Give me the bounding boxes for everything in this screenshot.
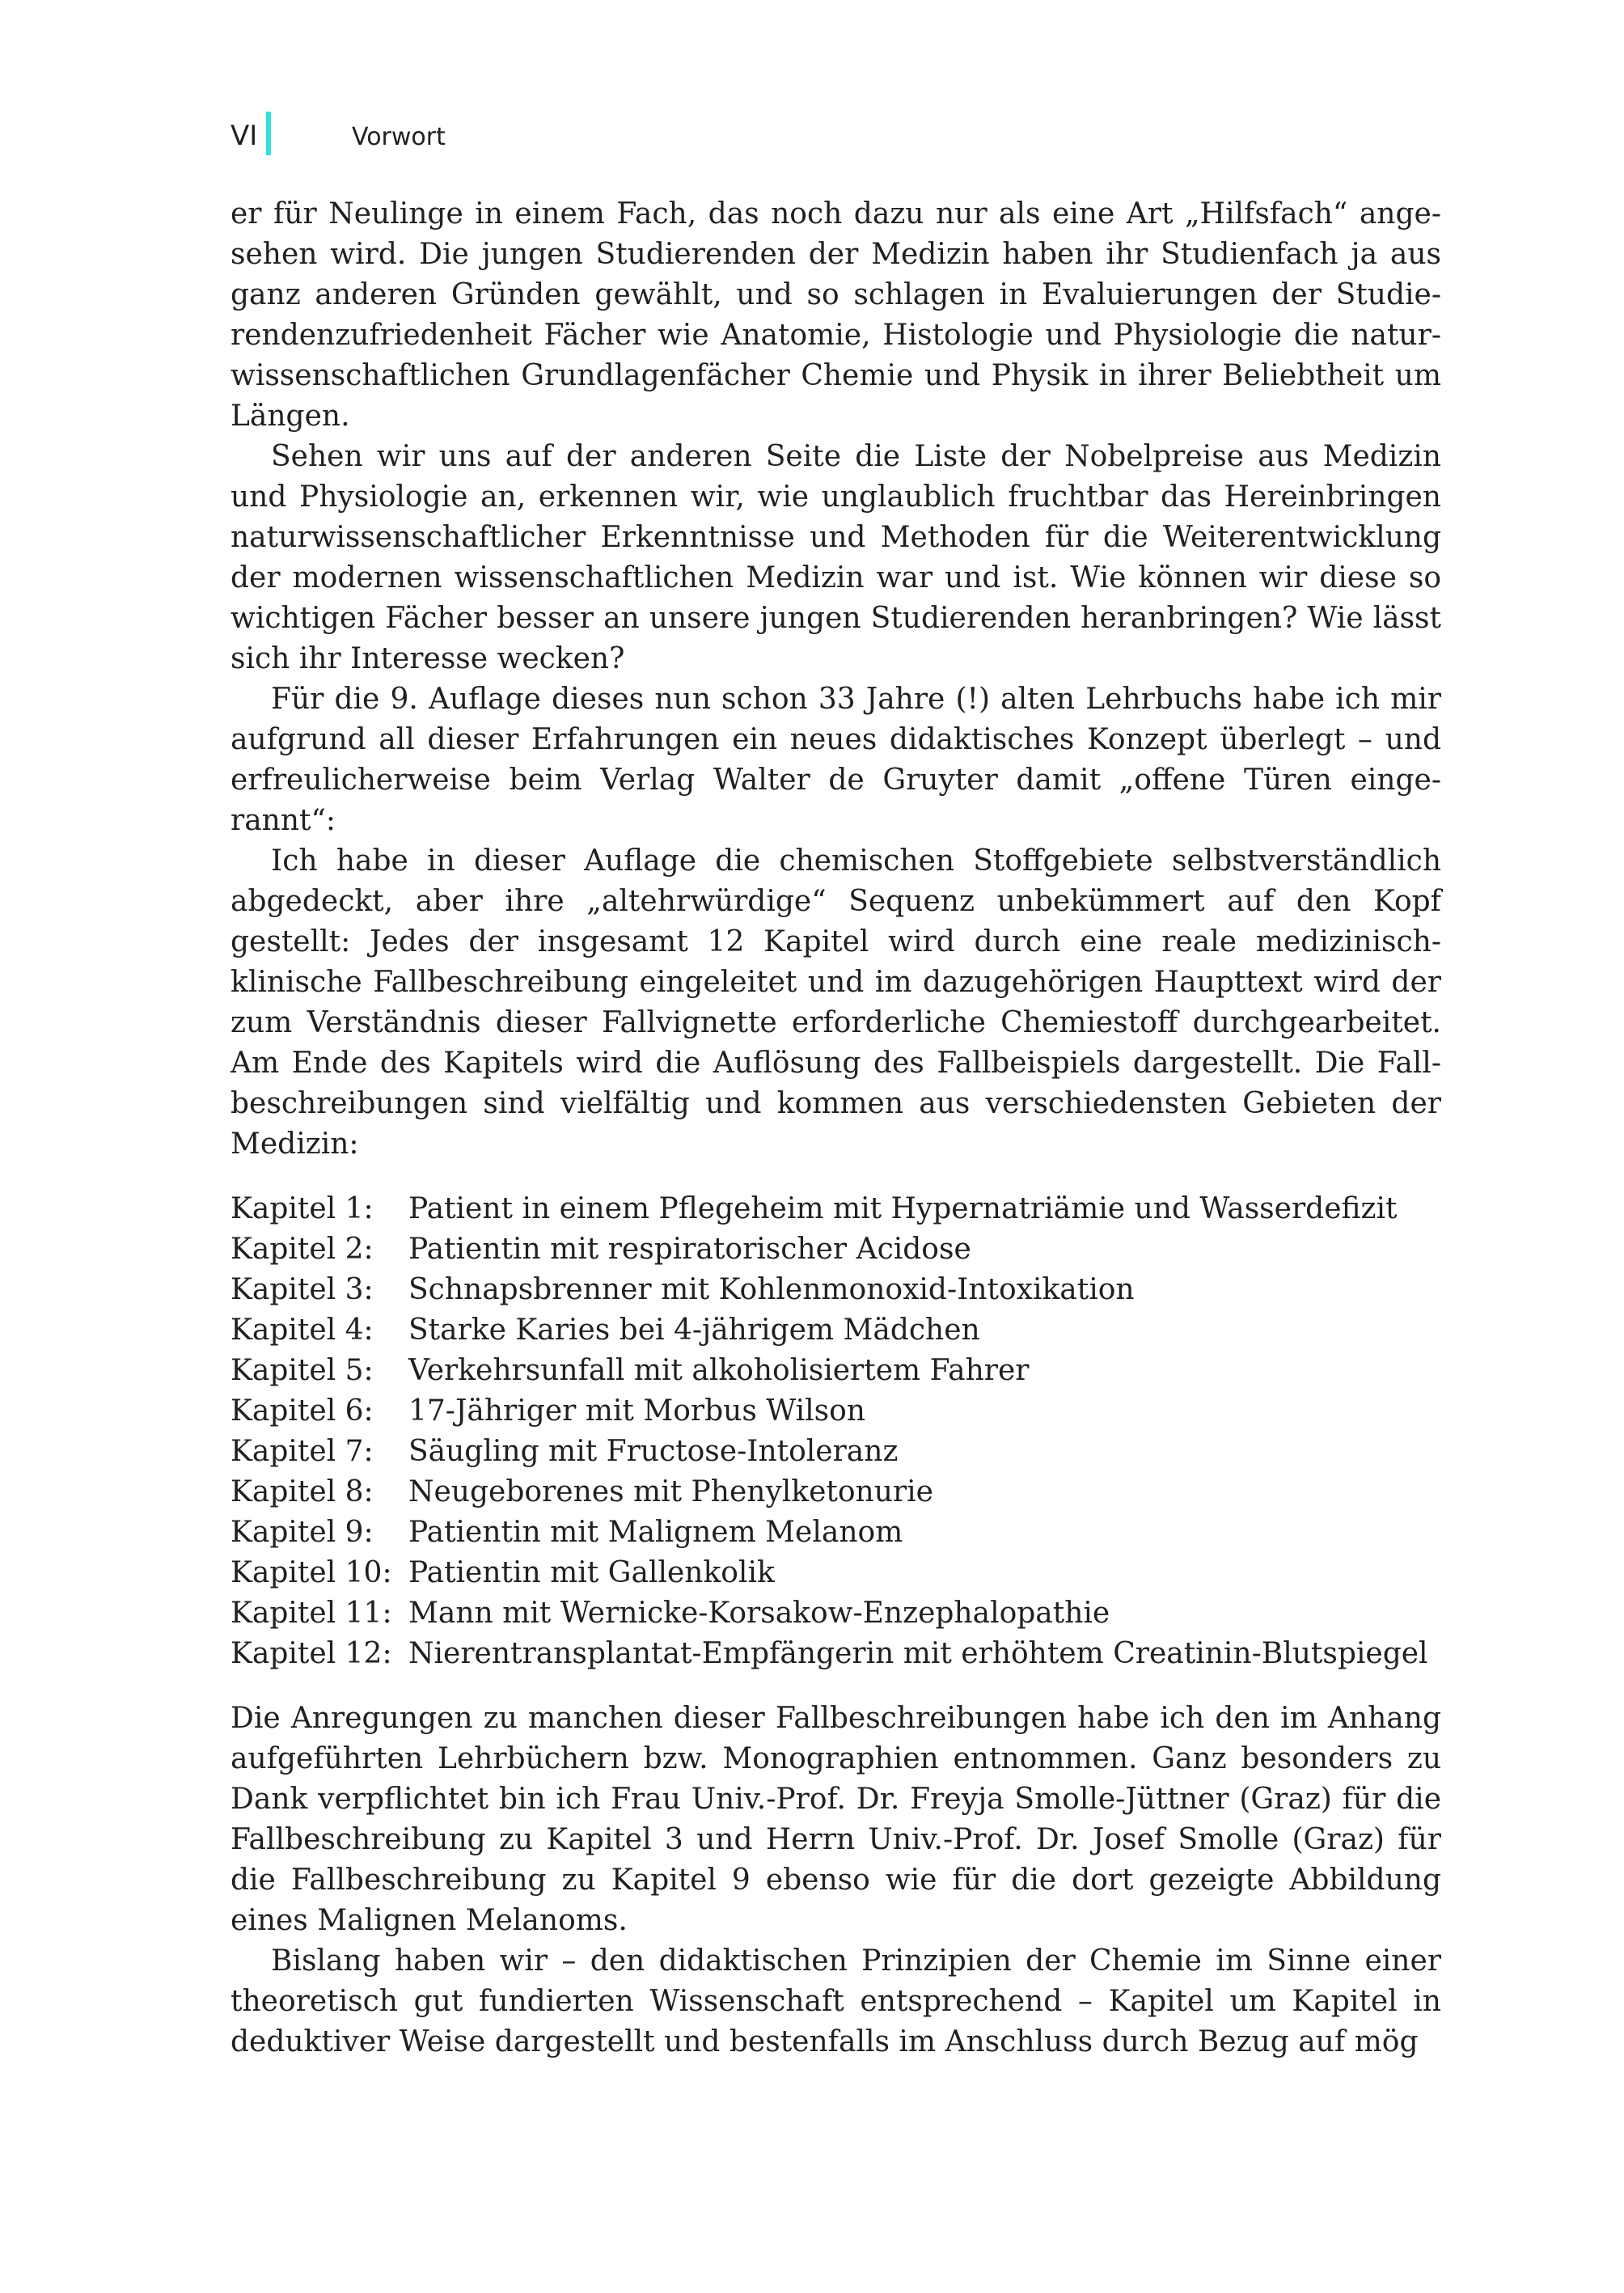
chapter-item <box>230 1189 1441 1229</box>
chapter-item <box>230 1310 1441 1351</box>
chapter-description: Neugeborenes mit Phenylketonurie <box>408 1475 933 1508</box>
chapter-item <box>230 1472 1441 1512</box>
paragraph-acknowledgements: Die Anregungen zu manchen dieser Fallbeschreibungen habe ich den im Anhang aufgeführten Lehrbüchern bzw. Monographien entnommen. Ganz besonders zu Dank verpflichtet bin ich Frau Univ.-Prof. Dr. Freyja Smolle-Jüttner (Graz) für die Fallbeschreibung zu Kapitel 3 und Herrn Univ.-Prof. Dr. Josef Smolle (Graz) für die Fallbeschreibung zu Kapitel 9 ebenso wie für die dort gezeigte Abbildung eines Malignen Melanoms. <box>230 1702 1441 1937</box>
chapter-label: Kapitel 5: <box>230 1354 374 1387</box>
chapter-item <box>230 1391 1441 1432</box>
chapter-description: Mann mit Wernicke-Korsakow-Enzephalopathie <box>408 1597 1110 1630</box>
chapter-description: Verkehrsunfall mit alkoholisiertem Fahrer <box>408 1354 1030 1387</box>
chapter-item <box>230 1634 1441 1674</box>
chapter-description: Nierentransplantat-Empfängerin mit erhöhtem Creatinin-Blutspiegel <box>408 1637 1428 1670</box>
chapter-item <box>230 1229 1441 1270</box>
chapter-description: Schnapsbrenner mit Kohlenmonoxid-Intoxikation <box>408 1273 1135 1306</box>
chapter-description: Patientin mit respiratorischer Acidose <box>408 1233 971 1266</box>
chapter-description: Patientin mit Malignem Melanom <box>408 1516 903 1549</box>
chapter-label: Kapitel 6: <box>230 1394 374 1428</box>
paragraph-ninth-edition: Für die 9. Auflage dieses nun schon 33 Jahre (!) alten Lehrbuchs habe ich mir aufgrund all dieser Erfahrungen ein neues didaktisches Konzept überlegt – und erfreulicherweise beim Verlag Walter de Gruyter damit „offene Türen eingerannt“: <box>230 683 1441 837</box>
chapter-label: Kapitel 11: <box>230 1597 392 1630</box>
page-header <box>230 112 1444 155</box>
chapter-description: Starke Karies bei 4-jährigem Mädchen <box>408 1314 980 1347</box>
chapter-label: Kapitel 4: <box>230 1314 374 1347</box>
running-head: Vorwort <box>352 123 446 151</box>
chapter-label: Kapitel 1: <box>230 1192 374 1225</box>
chapter-label: Kapitel 9: <box>230 1516 374 1549</box>
body-text <box>230 194 1441 2062</box>
chapter-label: Kapitel 10: <box>230 1556 392 1589</box>
chapter-label: Kapitel 2: <box>230 1233 374 1266</box>
chapter-label: Kapitel 7: <box>230 1435 374 1468</box>
paragraph-concept: Ich habe in dieser Auflage die chemischen Stoffgebiete selbstverständlich abgedeckt, aber ihre „altehrwürdige“ Sequenz unbekümmert auf den Kopf gestellt: Jedes der insgesamt 12 Kapitel wird durch eine reale medizinisch-klinische Fallbeschreibung eingeleitet und im dazugehörigen Haupttext wird der zum Verständnis dieser Fallvignette erforderliche Chemiestoff durchgearbeitet. Am Ende des Kapitels wird die Auflösung des Fallbeispiels dargestellt. Die Fallbeschreibungen sind vielfältig und kommen aus verschiedensten Gebieten der Medizin: <box>230 844 1441 1161</box>
paragraph-didactics: Bislang haben wir – den didaktischen Prinzipien der Chemie im Sinne einer theoretisch gut fundierten Wissenschaft entsprechend – Kapitel um Kapitel in deduktiver Weise dargestellt und bestenfalls im Anschluss durch Bezug auf mög <box>230 1944 1441 2058</box>
chapter-item <box>230 1593 1441 1634</box>
page-number: VI <box>230 120 258 152</box>
chapter-description: Patientin mit Gallenkolik <box>408 1556 775 1589</box>
chapter-label: Kapitel 8: <box>230 1475 374 1508</box>
chapter-description: Patient in einem Pflegeheim mit Hypernatriämie und Wasserdefizit <box>408 1192 1398 1225</box>
chapter-label: Kapitel 3: <box>230 1273 374 1306</box>
chapter-description: Säugling mit Fructose-Intoleranz <box>408 1435 899 1468</box>
chapter-item <box>230 1270 1441 1310</box>
paragraph-continuation: er für Neulinge in einem Fach, das noch dazu nur als eine Art „Hilfsfach“ angesehen wird. Die jungen Studierenden der Medizin haben ihr Studienfach ja aus ganz anderen Gründen gewählt, und so schlagen in Evaluierungen der Studierendenzufriedenheit Fächer wie Anatomie, Histologie und Physiologie die naturwissenschaftlichen Grundlagenfächer Chemie und Physik in ihrer Beliebtheit um Längen. <box>230 197 1441 433</box>
chapter-item <box>230 1432 1441 1472</box>
chapter-label: Kapitel 12: <box>230 1637 392 1670</box>
chapter-item <box>230 1553 1441 1593</box>
paragraph-nobel: Sehen wir uns auf der anderen Seite die Liste der Nobelpreise aus Medizin und Physiologie an, erkennen wir, wie unglaublich fruchtbar das Hereinbringen naturwissenschaftlicher Erkenntnisse und Methoden für die Weiterentwicklung der modernen wissenschaftlichen Medizin war und ist. Wie können wir diese so wichtigen Fächer besser an unsere jungen Studierenden heranbringen? Wie lässt sich ihr Interesse wecken? <box>230 440 1441 675</box>
chapter-description: 17-Jähriger mit Morbus Wilson <box>408 1394 865 1428</box>
chapter-item <box>230 1351 1441 1391</box>
header-accent-rule <box>266 112 271 155</box>
chapter-list <box>230 1189 1441 1674</box>
chapter-item <box>230 1512 1441 1553</box>
